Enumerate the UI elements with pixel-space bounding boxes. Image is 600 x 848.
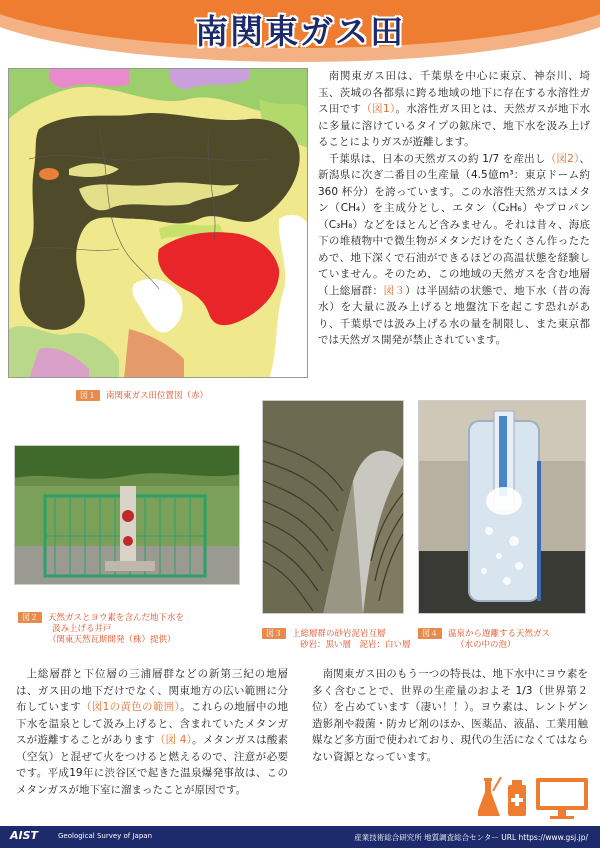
fig3-caption-line2: 砂岩：黒い層 泥岩：白い層 <box>300 640 411 650</box>
gas-field-map <box>8 68 308 378</box>
page-footer <box>0 826 600 848</box>
paragraph-4 <box>312 666 588 765</box>
p2-text-c: ）は半固結の状態で、地下水（昔の海水）を大量に汲み上げると地盤沈下を起こす恐れがあり、千葉県では汲み上げる水の量を制限し、また東京都では天然ガス開発が禁止されています。 <box>318 284 591 346</box>
page-title: 南関東ガス田 <box>195 12 405 51</box>
p3-text-b: 。これらの地層中の地下水を温泉として汲み上げると、含まれていたメタンガスが遊離することがあります <box>16 701 288 746</box>
fig1-caption-text: 南関東ガス田位置図（赤） <box>106 391 209 401</box>
p1-ref-fig1: （図1） <box>361 103 396 115</box>
fig2-caption-line1: 天然ガスとヨウ素を含んだ地下水を <box>48 613 185 623</box>
paragraph-1 <box>318 68 590 151</box>
fig4-caption <box>418 628 598 651</box>
p1-text-a: 南関東ガス田は、千葉県を中心に東京、神奈川、埼玉、茨城の各都県に跨る地域の地下に存在する水溶性ガス田です <box>318 70 590 115</box>
fig4-caption-line2: （水の中の泡） <box>456 640 516 650</box>
aist-logo-sub: Geological Survey of Japan <box>58 832 153 840</box>
strata-text <box>16 666 288 798</box>
p2-text-a: 千葉県は、日本の天然ガスの約 1/7 を産出し <box>328 152 546 165</box>
p2-ref-fig3: 図３ <box>383 284 406 297</box>
footer-org: 産業技術総合研究所 地質調査総合センター URL https://www.gsj.jp/ <box>354 833 588 842</box>
bottle-icon <box>508 780 526 816</box>
bubbles-photo <box>418 400 586 614</box>
fig1-tag: 図１ <box>76 390 100 401</box>
flask-icon <box>478 777 502 816</box>
intro-text <box>318 68 590 349</box>
p3-ref-fig4: （図 4） <box>154 734 193 746</box>
paragraph-3 <box>16 666 288 798</box>
fig3-caption <box>262 628 412 651</box>
fig2-caption-line2: 汲み上げる井戸 <box>52 624 112 634</box>
fig3-tag: 図３ <box>262 628 286 639</box>
paragraph-2 <box>318 151 590 349</box>
fig2-caption-line3: （関東天然瓦斯開発（株）提供） <box>48 635 176 645</box>
fig3-caption-line1: 上総層群の砂岩泥岩互層 <box>292 629 386 639</box>
p3-text-c: 。メタンガスは酸素（空気）と混ぜて火をつけると燃えるので、注意が必要です。平成19年に渋谷区で起きた温泉爆発事故は、このメタンガスが地下室に溜まったことが原因です。 <box>16 734 288 796</box>
strata-photo <box>262 400 404 614</box>
iodine-text <box>312 666 588 765</box>
fig4-tag: 図４ <box>418 628 442 639</box>
p1-text-b: 。水溶性ガス田とは、天然ガスが地下水に多量に溶けているタイプの鉱床で、地下水を汲み上げることによりガスが遊離します。 <box>318 103 591 148</box>
fig1-caption <box>76 390 208 402</box>
fig2-caption <box>18 612 248 646</box>
well-photo <box>14 445 240 585</box>
page-header <box>0 0 600 66</box>
p3-ref-fig1: （図1の黄色の範囲） <box>80 701 181 713</box>
aist-logo: AIST <box>10 829 39 842</box>
monitor-icon <box>536 778 588 819</box>
p4-text-a: 南関東ガス田のもう一つの特長は、地下水中にヨウ素を多く含むことで、世界の生産量のおよそ 1/3（世界第２位）を占めています（凄い！！）。ヨウ素は、レントゲン造影剤や殺菌・防カビ剤のほか、医薬品、液晶、工業用触媒など多方面で使われており、現代の生活になくてはならない資源となっています。 <box>312 668 588 763</box>
fig4-caption-line1: 温泉から遊離する天然ガス <box>448 629 551 639</box>
fig2-tag: 図２ <box>18 612 42 623</box>
p3-text-a: 上総層群と下位層の三浦層群などの新第三紀の地層は、ガス田の地下だけでなく、関東地方の広い範囲に分布しています <box>16 668 288 713</box>
p2-ref-fig2: （図2） <box>545 152 580 165</box>
p2-text-b: 、新潟県に次ぎ二番目の生産量（4.5億m³：東京ドーム約 360 杯分）を誇っています。この水溶性天然ガスはメタン（CH₄）を主成分とし、エタン（C₂H₆）やプロパン（C₃H₈）などをほとんど含みません。それは昔々、海底下の堆積物中で微生物がメタンだけをたくさん作ったためで、地下深くで石油ができるほどの高温状態を経験していません。そのため、この地域の天然ガスを含む地層（上総層群： <box>318 152 591 297</box>
usage-icons <box>478 774 590 824</box>
